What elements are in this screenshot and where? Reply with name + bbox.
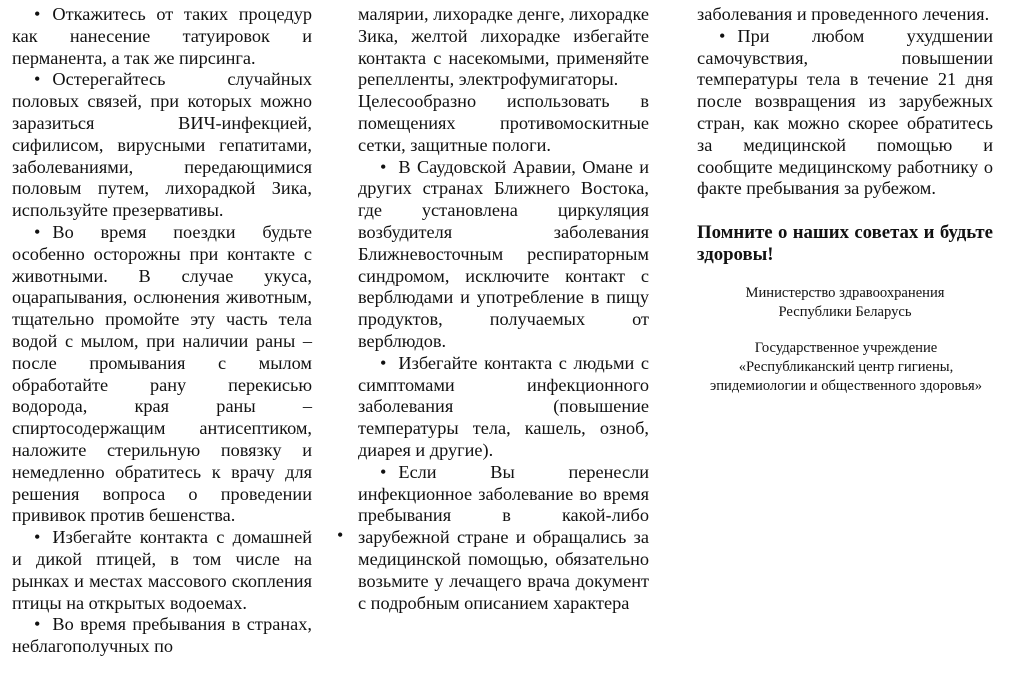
column-3 bbox=[697, 4, 993, 396]
bullet-symptomatic-people: • Избегайте контакта с людьми с симптомами инфекционного заболевания (повышение температуры тела, кашель, озноб, диарея и другие). bbox=[358, 353, 649, 462]
closing-remark: Помните о наших советах и будьте здоровы! bbox=[697, 222, 993, 266]
ministry-line-2: Республики Беларусь bbox=[778, 304, 912, 321]
illness-continuation: заболевания и проведенного лечения. bbox=[697, 4, 990, 24]
bullet-birds: • Избегайте контакта с домашней и дикой птицей, в том числе на рынках и местах массового скопления птицы на открытых водоемах. bbox=[12, 527, 312, 614]
column-2 bbox=[358, 4, 649, 614]
center-line-3: эпидемиологии и общественного здоровья» bbox=[709, 378, 983, 395]
ministry-signature bbox=[697, 284, 993, 322]
bullet-worsening-health: • При любом ухудшении самочувствия, повышении температуры тела в течение 21 дня после возвращения из зарубежных стран, как можно скорее обратитесь за медицинской помощью и сообщите медицинскому работнику о факте пребывания за рубежом. bbox=[697, 26, 993, 200]
bullet-unfavourable-countries: • Во время пребывания в странах, неблагополучных по bbox=[12, 614, 312, 658]
column-1 bbox=[12, 4, 312, 658]
center-signature bbox=[681, 339, 1011, 396]
malaria-continuation: малярии, лихорадке денге, лихорадке Зика, желтой лихорадке избегайте контакта с насекомыми, применяйте репелленты, электрофумигаторы. bbox=[358, 4, 649, 90]
bullet-tattoo: • Откажитесь от таких процедур как нанесение татуировок и перманента, а так же пирсинга. bbox=[12, 4, 312, 69]
bullet-casual-contacts: • Остерегайтесь случайных половых связей, при которых можно заразиться ВИЧ-инфекцией, сифилисом, вирусными гепатитами, заболеваниями, передающимися половым путем, лихорадкой Зика, используйте презервативы. bbox=[12, 69, 312, 222]
bullet-middle-east: • В Саудовской Аравии, Омане и других странах Ближнего Востока, где установлена циркуляция возбудителя заболевания Ближневосточным респираторным синдромом, исключите контакт с верблюдами и употребление в пищу продуктов, получаемых от верблюдов. bbox=[358, 157, 649, 353]
center-line-2: «Республиканский центр гигиены, bbox=[738, 359, 954, 376]
bullet-animals: • Во время поездки будьте особенно осторожны при контакте с животными. В случае укуса, оцарапывания, ослюнения животным, тщательно промойте эту часть тела водой с мылом, при наличии раны – после промывания с мылом обработайте рану перекисью водорода, края раны – спиртосодержащим антисептиком, наложите стерильную повязку и немедленно обратитесь к врачу для решения вопроса о проведении прививок против бешенства. bbox=[12, 222, 312, 527]
mosquito-nets-note: Целесообразно использовать в помещениях противомоскитные сетки, защитные пологи. bbox=[358, 91, 649, 155]
center-line-1: Государственное учреждение bbox=[754, 340, 938, 357]
bullet-illness-abroad: • Если Вы перенесли инфекционное заболевание во время пребывания в какой-либо зарубежной стране и обращались за медицинской помощью, обязательно возьмите у лечащего врача документ с подробным описанием характера bbox=[358, 462, 649, 615]
ministry-line-1: Министерство здравоохранения bbox=[745, 285, 945, 302]
stray-bullet: • bbox=[337, 525, 344, 545]
